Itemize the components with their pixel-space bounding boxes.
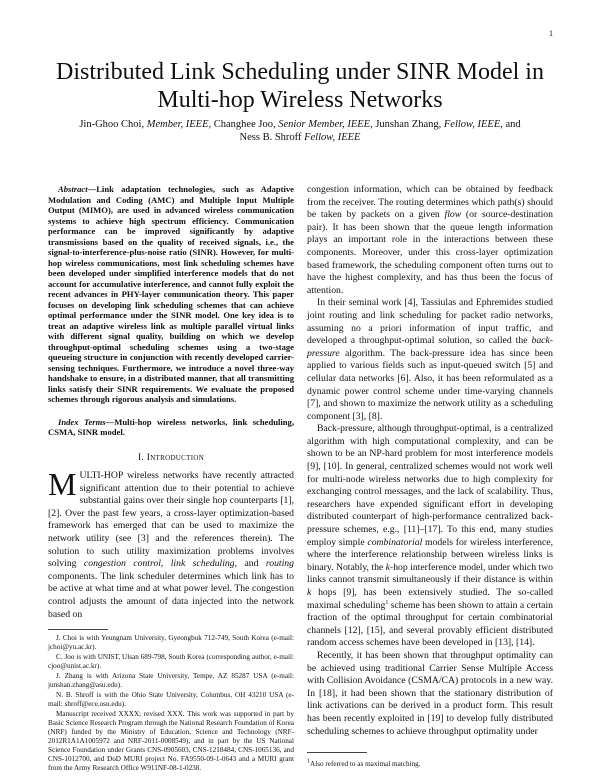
author-line-2: Ness B. Shroff Fellow, IEEE [239,132,361,143]
index-terms: Index Terms—Multi-hop wireless networks, link scheduling, CSMA, SINR model. [48,416,294,437]
body-paragraph-2: In their seminal work [4], Tassiulas and Ephremides studied joint routing and link scheduling for packet radio networks, assuming no a priori information of input traffic, and developed a throughput-optimal solution, so called the back-pressure algorithm. The back-pressure idea has since been applied to various fields such as input-queued switch [5] and cellular data networks [6]. Also, it has been reformulated as a dynamic power control scheme under time-varying channels [7], and shown to maximize the network utility as a scheduling component [3], [8]. [307,297,553,422]
footnote-rule-right [307,752,367,753]
footnote-choi: J. Choi is with Yeungnam University, Gyeongbuk 712-749, South Korea (e-mail: jchoi@yu.ac.kr). [48,634,294,652]
footnote-shroff: N. B. Shroff is with the Ohio State University, Columbus, OH 43210 USA (e-mail: shroff@ece.osu.edu). [48,691,294,709]
paper-title: Distributed Link Scheduling under SINR Model in Multi-hop Wireless Networks [56,59,544,113]
footnote-rule [48,629,108,630]
body-paragraph-4: Recently, it has been shown that throughput optimality can be achieved using traditional Carrier Sense Multiple Access with Collision Avoidance (CSMA/CA) protocols in a new way. In [18], it had been shown that the stationary distribution of link activations can be derived in a product form. This result has been recently exploited in [19] to develop fully distributed scheduling schemes to achieve throughput optimality under [307,649,553,737]
abstract: Abstract—Link adaptation technologies, such as Adaptive Modulation and Coding (AMC) and Multiple Input Multiple Output (MIMO), are used in advanced wireless communication systems to achieve high spectrum efficiency. Communication performance can be improved significantly by adaptive transmissions based on the quality of received signals, i.e., the signal-to-interference-plus-noise ratio (SINR). However, for multi-hop wireless communications, most link scheduling schemes have been developed under simplified interference models that do not account for accumulative interference, and cannot fully exploit the recent advances in PHY-layer communication theory. This paper focuses on developing link scheduling schemes that can achieve optimal performance under the SINR model. One key idea is to treat an adaptive wireless link as multiple parallel virtual links with different signal quality, building on which we develop throughput-optimal scheduling schemes using a two-stage queueing structure in conjunction with recently developed carrier-sensing techniques. Furthermore, we introduce a novel three-way handshake to ensure, in a distributed manner, that all transmitting links satisfy their SINR requirements. We evaluate the proposed schemes through rigorous analysis and simulations. [48,184,294,404]
body-paragraph-1: congestion information, which can be obtained by feedback from the receiver. The routing determines which path(s) should be taken by packets on a given flow (or source-destination pair). It has been shown that the queue length information plays an important role in the interactions between these components. Moreover, under this cross-layer optimization based framework, the scheduling component often turns out to have the highest complexity, and has thus been the focus of attention. [307,184,553,296]
right-column [307,184,553,768]
intro-paragraph: MULTI-HOP wireless networks have recently attracted significant attention due to their potential to achieve substantial gains over their single hop counterparts [1], [2]. Over the past few years, a cross-layer optimization-based framework has emerged that can be used to maximize the network utility (see [3] and the references therein). The solution to such utility maximization problems involves solving congestion control, link scheduling, and routing components. The link scheduler determines which link has to be active at what time and at what power level. The congestion control adjusts the amount of data injected into the network based on [48,466,294,620]
author-line-1: Jin-Ghoo Choi, Member, IEEE, Changhee Joo, Senior Member, IEEE, Junshan Zhang, Fellow, IEEE, and [79,119,521,130]
footnote-funding: Manuscript received XXXX; revised XXX. This work was supported in part by Basic Science Research Program through the National Research Foundation of Korea (NRF) funded by the Ministry of Education, Science and Technology (NRF-2012R1A1A1005972 and NRF-2011-0008549), and in part by the US National Science Foundation under Grants CNS-0905603, CNS-1218484, CNS-1065136, and CNS-1012700, and DoD MURI project No. FA9550-09-1-0643 and a MURI grant from the Army Research Office W911NF-08-1-0238. [48,710,294,773]
author-list [60,118,540,144]
left-column [48,184,294,774]
affiliation-footnotes [48,634,294,773]
body-paragraph-3: Back-pressure, although throughput-optimal, is a centralized algorithm with high computational complexity, and can be shown to be an NP-hard problem for most interference models [9], [10]. In general, centralized schemes would not work well for multi-node wireless networks due to high complexity for exchanging control messages, and the lack of scalability. Thus, researchers have expended significant effort in developing distributed counterpart of high-performance centralized back-pressure schemes, e.g., [11]–[17]. To this end, many studies employ simple combinatorial models for wireless interference, where the interference relationship between wireless links is binary. Notably, the k-hop interference model, under which two links cannot transmit simultaneously if their distance is within k hops [9], has been extensively studied. The so-called maximal scheduling$^1$ scheme has been shown to attain a certain fraction of the optimal throughput for certain combinatorial channels [12], [15], and several provably efficient distributed random access schemes have been developed in [13], [14]. [307,423,553,649]
footnote-joo: C. Joo is with UNIST, Ulsan 689-798, South Korea (corresponding author, e-mail: cjoo@unist.ac.kr). [48,653,294,671]
section-heading-introduction: I. Introduction [137,452,205,463]
drop-cap: M [48,466,77,503]
footnote-zhang: J. Zhang is with Arizona State University, Tempe, AZ 85287 USA (e-mail: junshan.zhang@asu.edu). [48,672,294,690]
footnote-maximal-matching: $^1$Also referred to as maximal matching. [307,758,421,768]
page-number: 1 [549,29,553,38]
